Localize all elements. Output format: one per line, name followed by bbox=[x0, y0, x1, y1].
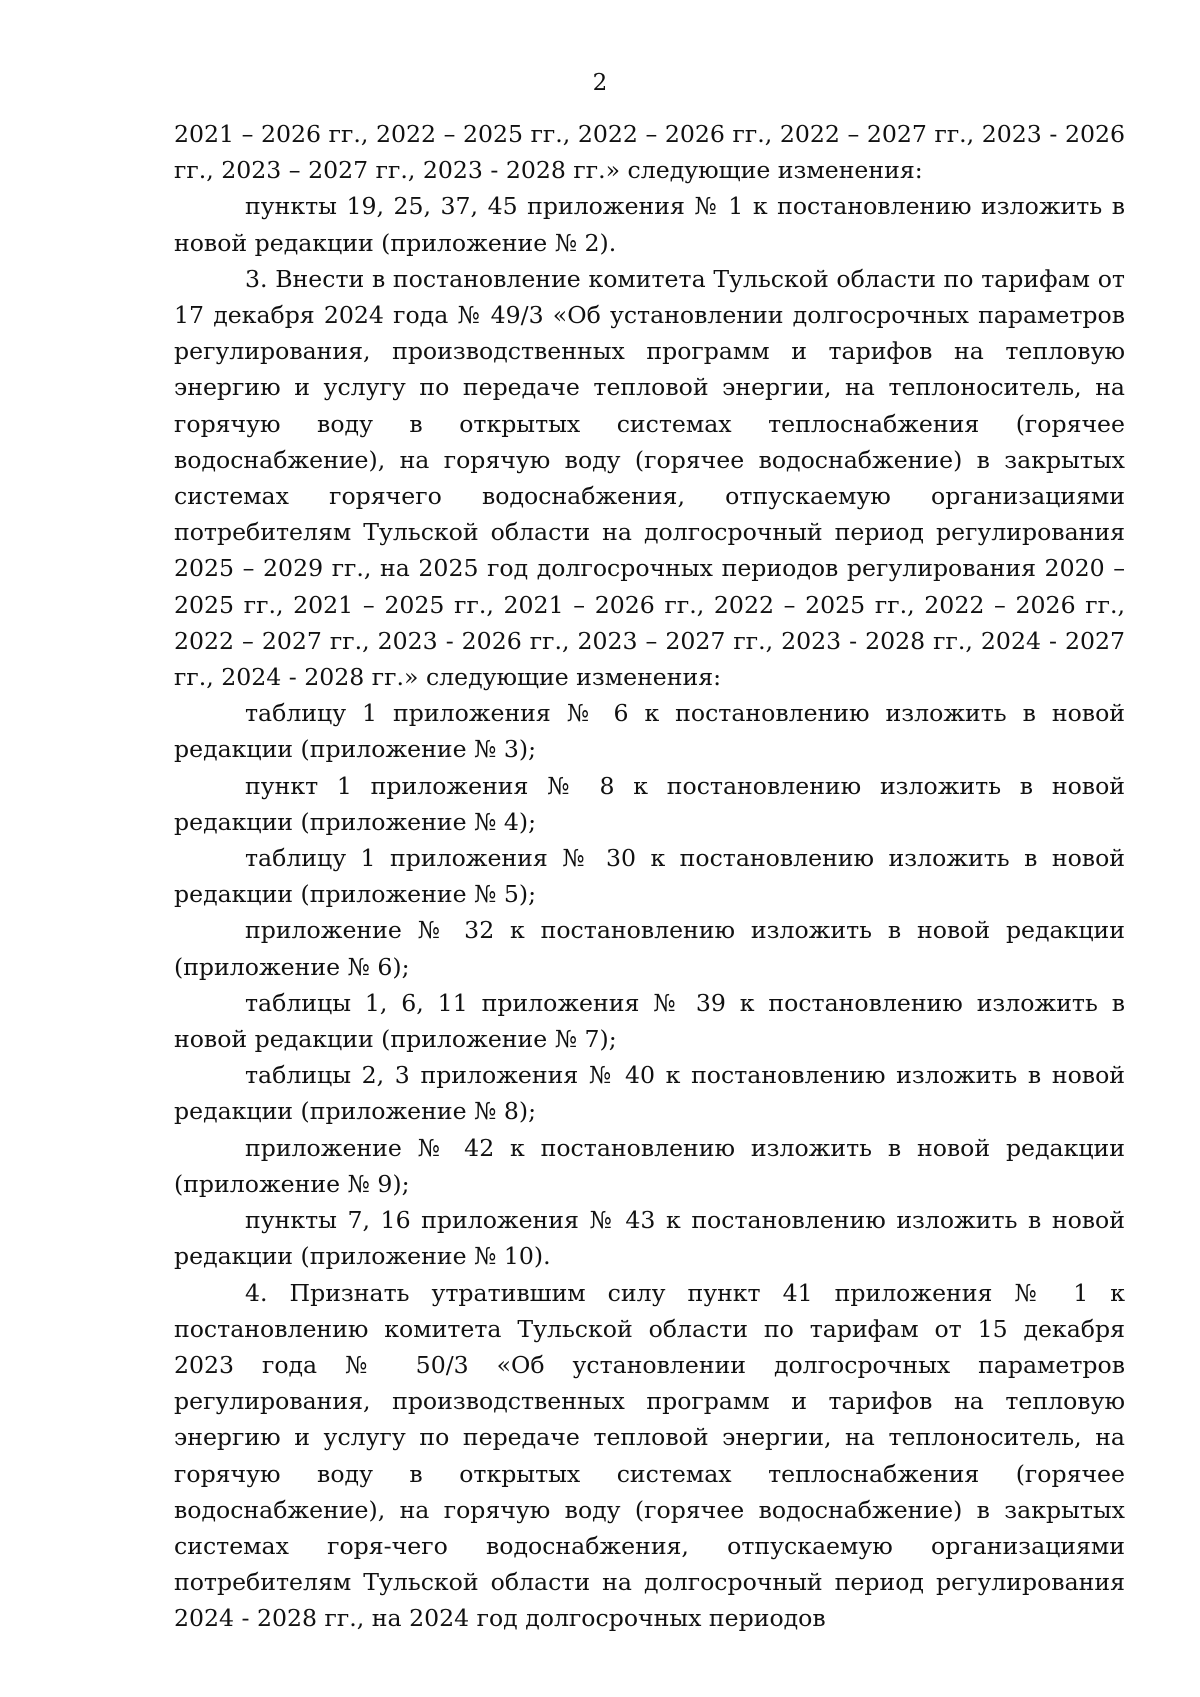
paragraph-item-appendix-1: пункты 19, 25, 37, 45 приложения № 1 к постановлению изложить в новой редакции (приложение № 2). bbox=[174, 192, 1125, 257]
paragraph-section-3: 3. Внести в постановление комитета Тульской области по тарифам от 17 декабря 2024 года № 49/3 «Об установлении долгосрочных параметров регулирования, производственных программ и тарифов на тепловую энергию и услугу по передаче тепловой энергии, на теплоноситель, на горячую воду в открытых системах теплоснабжения (горячее водоснабжение), на горячую воду (горячее водоснабжение) в закрытых системах горячего водоснабжения, отпускаемую организациями потребителям Тульской области на долгосрочный период регулирования 2025 – 2029 гг., на 2025 год долгосрочных периодов регулирования 2020 – 2025 гг., 2021 – 2025 гг., 2021 – 2026 гг., 2022 – 2025 гг., 2022 – 2026 гг., 2022 – 2027 гг., 2023 - 2026 гг., 2023 – 2027 гг., 2023 - 2028 гг., 2024 - 2027 гг., 2024 - 2028 гг.» следующие изменения: bbox=[174, 264, 1125, 692]
paragraph-continuation: 2021 – 2026 гг., 2022 – 2025 гг., 2022 – 2026 гг., 2022 – 2027 гг., 2023 - 2026 гг., 2023 – 2027 гг., 2023 - 2028 гг.» следующие изменения: bbox=[174, 120, 1125, 185]
paragraph-item-appendix-42: приложение № 42 к постановлению изложить в новой редакции (приложение № 9); bbox=[174, 1133, 1125, 1198]
paragraph-item-appendix-8: пункт 1 приложения № 8 к постановлению изложить в новой редакции (приложение № 4); bbox=[174, 771, 1125, 836]
paragraph-item-appendix-32: приложение № 32 к постановлению изложить в новой редакции (приложение № 6); bbox=[174, 916, 1125, 981]
paragraph-item-appendix-30: таблицу 1 приложения № 30 к постановлению изложить в новой редакции (приложение № 5); bbox=[174, 844, 1125, 909]
document-body bbox=[174, 116, 1125, 1637]
paragraph-section-4: 4. Признать утратившим силу пункт 41 приложения № 1 к постановлению комитета Тульской области по тарифам от 15 декабря 2023 года № 50/3 «Об установлении долгосрочных параметров регулирования, производственных программ и тарифов на тепловую энергию и услугу по передаче тепловой энергии, на теплоноситель, на горячую воду в открытых системах теплоснабжения (горячее водоснабжение), на горячую воду (горячее водоснабжение) в закрытых системах горя-чего водоснабжения, отпускаемую организациями потребителям Тульской области на долгосрочный период регулирования 2024 - 2028 гг., на 2024 год долгосрочных периодов bbox=[174, 1278, 1125, 1633]
paragraph-item-appendix-40: таблицы 2, 3 приложения № 40 к постановлению изложить в новой редакции (приложение № 8); bbox=[174, 1061, 1125, 1126]
page-number: 2 bbox=[592, 70, 608, 96]
paragraph-item-appendix-39: таблицы 1, 6, 11 приложения № 39 к постановлению изложить в новой редакции (приложение № 7); bbox=[174, 988, 1125, 1054]
paragraph-item-appendix-6: таблицу 1 приложения № 6 к постановлению изложить в новой редакции (приложение № 3); bbox=[174, 699, 1125, 764]
paragraph-item-appendix-43: пункты 7, 16 приложения № 43 к постановлению изложить в новой редакции (приложение № 10). bbox=[174, 1206, 1125, 1271]
